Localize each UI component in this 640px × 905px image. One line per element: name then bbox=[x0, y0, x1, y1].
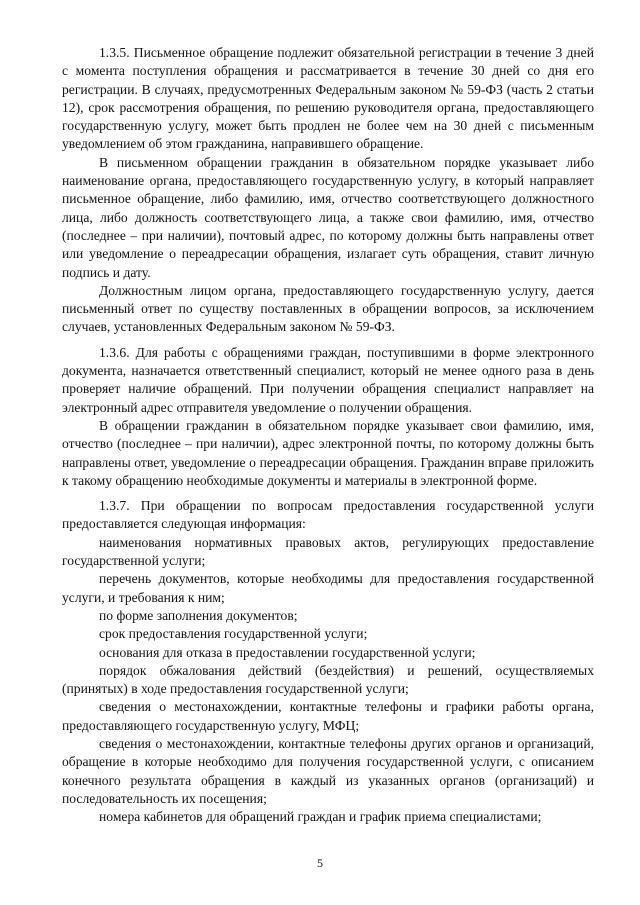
list-item-term: срок предоставления государственной услуги; bbox=[99, 626, 368, 642]
paragraph-written-appeal-content: В письменном обращении гражданин в обязательном порядке указывает либо наименование органа, предоставляющего государственную услугу, в который направляет письменное обращение, либо фамилию, имя, отчество соответствующего должностного лица, либо должность соответствующего лица, а также свои фамилию, имя, отчество (последнее – при наличии), почтовый адрес, по которому должны быть направлены ответ или уведомление о переадресации обращения, излагает суть обращения, ставит личную подпись и дату. bbox=[62, 154, 594, 280]
page-number: 5 bbox=[317, 856, 323, 870]
list-item-refusal-grounds: основания для отказа в предоставлении государственной услуги; bbox=[99, 644, 476, 660]
paragraph-electronic-appeal-content: В обращении гражданин в обязательном порядке указывает свои фамилию, имя, отчество (последнее – при наличии), адрес электронной почты, по которому должны быть направлены ответ, уведомление о переадресации обращения. Гражданин вправе приложить к такому обращению необходимые документы и материалы в электронной форме. bbox=[62, 417, 594, 488]
list-item-appeal-procedure: порядок обжалования действий (бездействия) и решений, осуществляемых (принятых) в ходе предоставления государственной услуги; bbox=[62, 662, 594, 697]
document-page bbox=[62, 44, 594, 826]
list-item-office-numbers: номера кабинетов для обращений граждан и график приема специалистами; bbox=[99, 809, 542, 825]
list-item-legal-acts: наименования нормативных правовых актов, регулирующих предоставление государственной услуги; bbox=[62, 534, 594, 569]
paragraph-1-3-6: 1.3.6. Для работы с обращениями граждан, поступившими в форме электронного документа, назначается ответственный специалист, который не менее одного раза в день проверяет наличие обращений. При получении обращения специалист направляет на электронный адрес отправителя уведомление о получении обращения. bbox=[62, 344, 594, 415]
list-item-form-filling: по форме заполнения документов; bbox=[99, 607, 298, 623]
paragraph-1-3-5: 1.3.5. Письменное обращение подлежит обязательной регистрации в течение 3 дней с момента поступления обращения и рассматривается в течение 30 дней со дня его регистрации. В случаях, предусмотренных Федеральным законом № 59-ФЗ (часть 2 статьи 12), срок рассмотрения обращения, по решению руководителя органа, предоставляющего государственную услугу, может быть продлен не более чем на 30 дней с письменным уведомлением об этом гражданина, направившего обращение. bbox=[62, 45, 594, 152]
list-item-documents: перечень документов, которые необходимы для предоставления государственной услуги, и требования к ним; bbox=[62, 571, 594, 605]
paragraph-1-3-7: 1.3.7. При обращении по вопросам предоставления государственной услуги предоставляется следующая информация: bbox=[62, 498, 594, 532]
list-item-location-info: сведения о местонахождении, контактные телефоны и графики работы органа, предоставляющего государственную услугу, МФЦ; bbox=[62, 699, 594, 733]
list-item-other-organs-info: сведения о местонахождении, контактные телефоны других органов и организаций, обращение в которые необходимо для получения государственной услуги, с описанием конечного результата обращения в каждый из указанных органов (организаций) и последовательность их посещения; bbox=[62, 735, 594, 806]
paragraph-written-answer: Должностным лицом органа, предоставляющего государственную услугу, дается письменный ответ по существу поставленных в обращении вопросов, за исключением случаев, установленных Федеральным законом № 59-ФЗ. bbox=[62, 282, 594, 335]
